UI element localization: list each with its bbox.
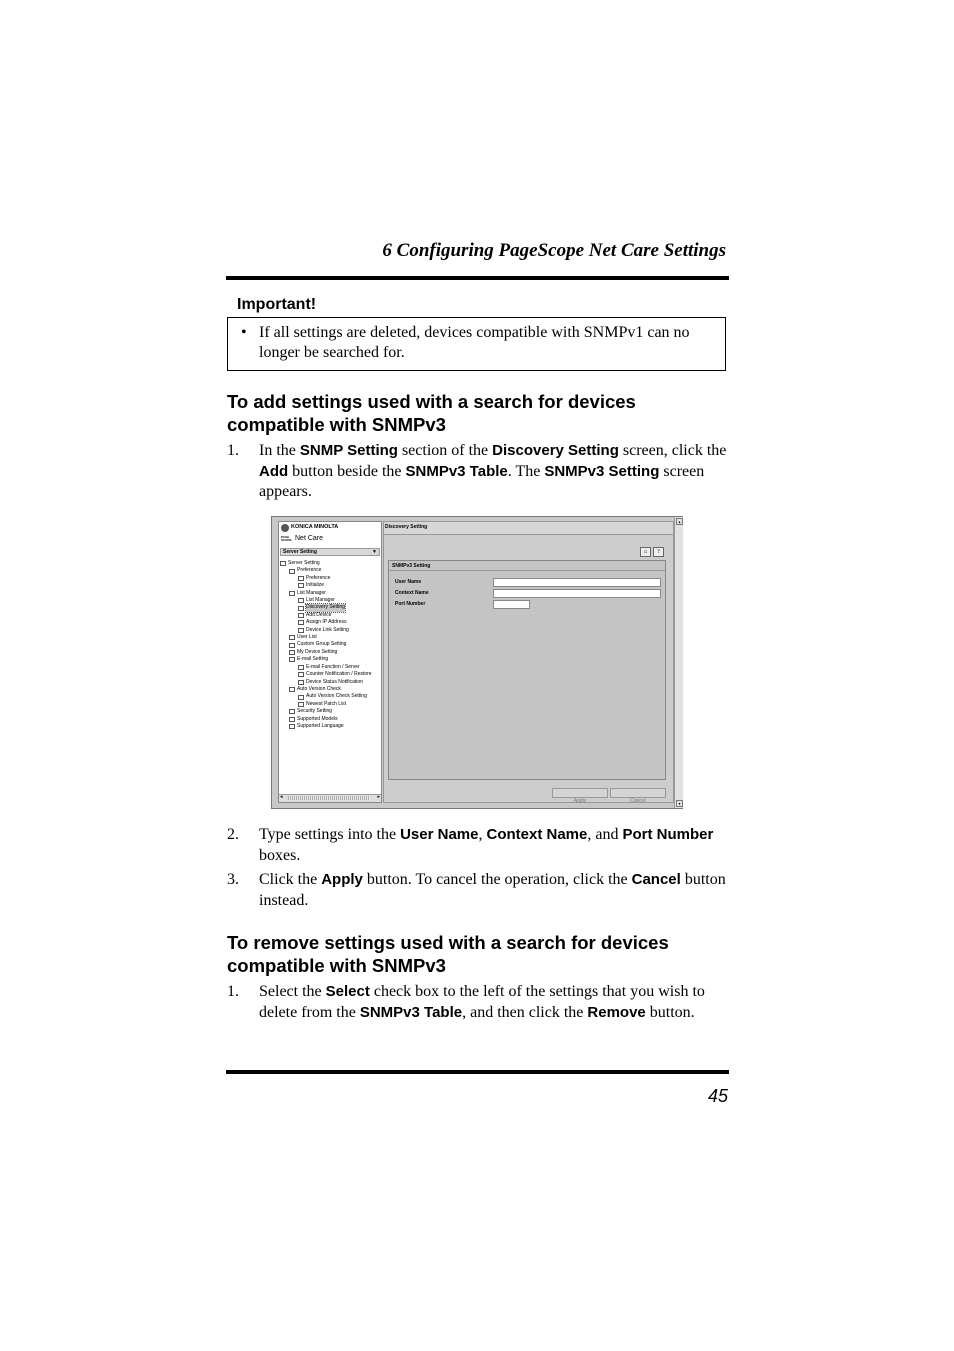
app-screenshot <box>271 516 683 809</box>
scroll-down-icon[interactable]: ▾ <box>676 800 683 807</box>
snmpv3-setting-group <box>388 560 666 780</box>
context-name-field[interactable] <box>493 589 661 598</box>
product-logo: PAGE SCOPE Net Care <box>281 534 324 542</box>
port-number-field[interactable] <box>493 600 530 609</box>
nav-tree <box>280 560 380 730</box>
bullet: • <box>241 324 247 341</box>
tree-item[interactable] <box>280 627 380 634</box>
tree-item-icon <box>280 561 286 566</box>
left-pane <box>278 521 382 803</box>
tree-item-icon <box>289 635 295 640</box>
tree-item-label: Preference <box>297 567 322 574</box>
important-label: Important! <box>237 296 317 313</box>
apply-button[interactable]: Apply <box>552 788 608 798</box>
context-name-label: Context Name <box>395 590 429 596</box>
group-title: SNMPv3 Setting <box>392 563 431 569</box>
step-number: 3. <box>227 871 239 888</box>
main-pane <box>383 521 674 803</box>
step-number: 1. <box>227 983 239 1000</box>
tree-item[interactable] <box>280 560 380 567</box>
user-name-field[interactable] <box>493 578 661 587</box>
tree-item-label: Supported Models <box>297 715 338 722</box>
step-text: Type settings into the User Name, Context Name, and Port Number boxes. <box>259 826 714 864</box>
step-text: Click the Apply button. To cancel the operation, click the Cancel button instead. <box>259 871 726 909</box>
scroll-thumb[interactable] <box>288 796 370 800</box>
tree-item-label: Supported Language <box>297 722 344 729</box>
horizontal-scrollbar[interactable] <box>279 794 381 802</box>
cancel-button[interactable]: Cancel <box>610 788 666 798</box>
tree-item-icon <box>298 672 304 677</box>
tree-item[interactable] <box>280 612 380 619</box>
tree-item-label: Assign IP Address <box>306 619 347 626</box>
brand-logo: KONICA MINOLTA <box>281 524 338 532</box>
tree-item-icon <box>298 606 304 611</box>
step-text: In the SNMP Setting section of the Discovery Setting screen, click the Add button beside the SNMPv3 Table. The SNMPv3 Setting screen appears. <box>259 442 727 500</box>
group-title-bar <box>389 561 665 571</box>
tree-item-icon <box>298 576 304 581</box>
tree-item[interactable] <box>280 723 380 730</box>
tree-item[interactable] <box>280 567 380 574</box>
tree-item-label: Newest Patch List <box>306 700 347 707</box>
tree-item[interactable] <box>280 582 380 589</box>
tree-item-label: My Device Setting <box>297 648 338 655</box>
tree-item-icon <box>289 643 295 648</box>
footer-rule <box>226 1070 729 1074</box>
tree-item-icon <box>298 613 304 618</box>
tree-item-icon <box>289 657 295 662</box>
tree-item-label: Counter Notification / Restore <box>306 671 372 678</box>
tree-item-label: E-mail Setting <box>297 656 329 663</box>
tree-item[interactable] <box>280 604 380 611</box>
tree-item-label: List Manager <box>297 589 326 596</box>
header-rule <box>226 276 729 280</box>
user-name-label: User Name <box>395 579 422 585</box>
tree-item-label: Preference <box>306 574 331 581</box>
scroll-up-icon[interactable]: ▴ <box>676 518 683 525</box>
tree-item[interactable] <box>280 575 380 582</box>
vertical-scrollbar[interactable] <box>674 517 683 808</box>
step-1-add <box>227 441 729 503</box>
tree-item-label: Auto Version Check Setting <box>306 693 367 700</box>
tree-item-label: Server Setting <box>288 560 320 566</box>
tree-item-icon <box>298 598 304 603</box>
tree-item[interactable] <box>280 686 380 693</box>
step-number: 1. <box>227 442 239 459</box>
tree-item-label: Security Setting <box>297 708 333 715</box>
step-text: Select the Select check box to the left of the settings that you wish to delete from the SNMPv3 Table, and then click the Remove button. <box>259 983 705 1021</box>
konica-logo-icon <box>281 524 289 532</box>
tree-item[interactable] <box>280 708 380 715</box>
tree-item-label: Add Device <box>306 611 332 618</box>
tree-item[interactable] <box>280 590 380 597</box>
tree-item[interactable] <box>280 597 380 604</box>
tree-item-icon <box>298 583 304 588</box>
tree-item-icon <box>289 569 295 574</box>
tree-item[interactable] <box>280 656 380 663</box>
tree-item-label: Device Link Setting <box>306 626 349 633</box>
port-number-label: Port Number <box>395 601 426 607</box>
important-text: If all settings are deleted, devices compatible with SNMPv1 can no longer be searched for. <box>259 324 690 361</box>
tree-item[interactable] <box>280 671 380 678</box>
step-2-add <box>227 825 729 866</box>
tree-item-label: Device Status Notification <box>306 678 363 685</box>
tree-item-label: E-mail Function / Server <box>306 663 360 670</box>
tree-item[interactable] <box>280 716 380 723</box>
tree-item[interactable] <box>280 619 380 626</box>
tree-item-label: Initialize <box>306 582 325 589</box>
tree-item[interactable] <box>280 679 380 686</box>
tree-item[interactable] <box>280 701 380 708</box>
chevron-down-icon: ▼ <box>372 550 377 555</box>
important-note <box>241 323 716 363</box>
tree-item[interactable] <box>280 664 380 671</box>
tree-item-icon <box>298 695 304 700</box>
menu-dropdown[interactable]: Server Setting ▼ <box>280 548 380 556</box>
section-heading-add: To add settings used with a search for devices compatible with SNMPv3 <box>227 391 636 435</box>
tree-item-label: Auto Version Check <box>297 685 341 692</box>
page-number: 45 <box>707 1086 728 1106</box>
tree-item-icon <box>298 680 304 685</box>
section-heading-remove: To remove settings used with a search for devices compatible with SNMPv3 <box>227 932 669 976</box>
tree-item[interactable] <box>280 693 380 700</box>
tree-item-icon <box>298 665 304 670</box>
scroll-left-icon[interactable]: ◂ <box>280 795 283 800</box>
tree-item[interactable] <box>280 641 380 648</box>
help-icon[interactable]: ? <box>653 547 664 557</box>
tree-item-icon <box>298 702 304 707</box>
tree-item[interactable] <box>280 634 380 641</box>
tree-item-label: List Manager <box>306 597 335 604</box>
tree-item-icon <box>289 650 295 655</box>
home-icon[interactable]: ⌂ <box>640 547 651 557</box>
tree-item-label: Custom Group Setting <box>297 641 347 648</box>
main-title: Discovery Setting <box>385 524 428 530</box>
scroll-right-icon[interactable]: ▸ <box>377 795 380 800</box>
step-1-remove <box>227 982 729 1023</box>
tree-item[interactable] <box>280 649 380 656</box>
tree-item-icon <box>289 717 295 722</box>
tree-item-icon <box>298 628 304 633</box>
tree-item-icon <box>298 620 304 625</box>
step-number: 2. <box>227 826 239 843</box>
tree-item-label: Discovery Setting <box>306 604 345 611</box>
tree-item-icon <box>289 687 295 692</box>
running-header: 6 Configuring PageScope Net Care Settings <box>382 240 726 261</box>
main-title-bar <box>384 522 673 535</box>
tree-item-label: User List <box>297 634 317 641</box>
tree-item-icon <box>289 709 295 714</box>
tree-item-icon <box>289 724 295 729</box>
tree-item-icon <box>289 591 295 596</box>
step-3-add <box>227 870 729 911</box>
